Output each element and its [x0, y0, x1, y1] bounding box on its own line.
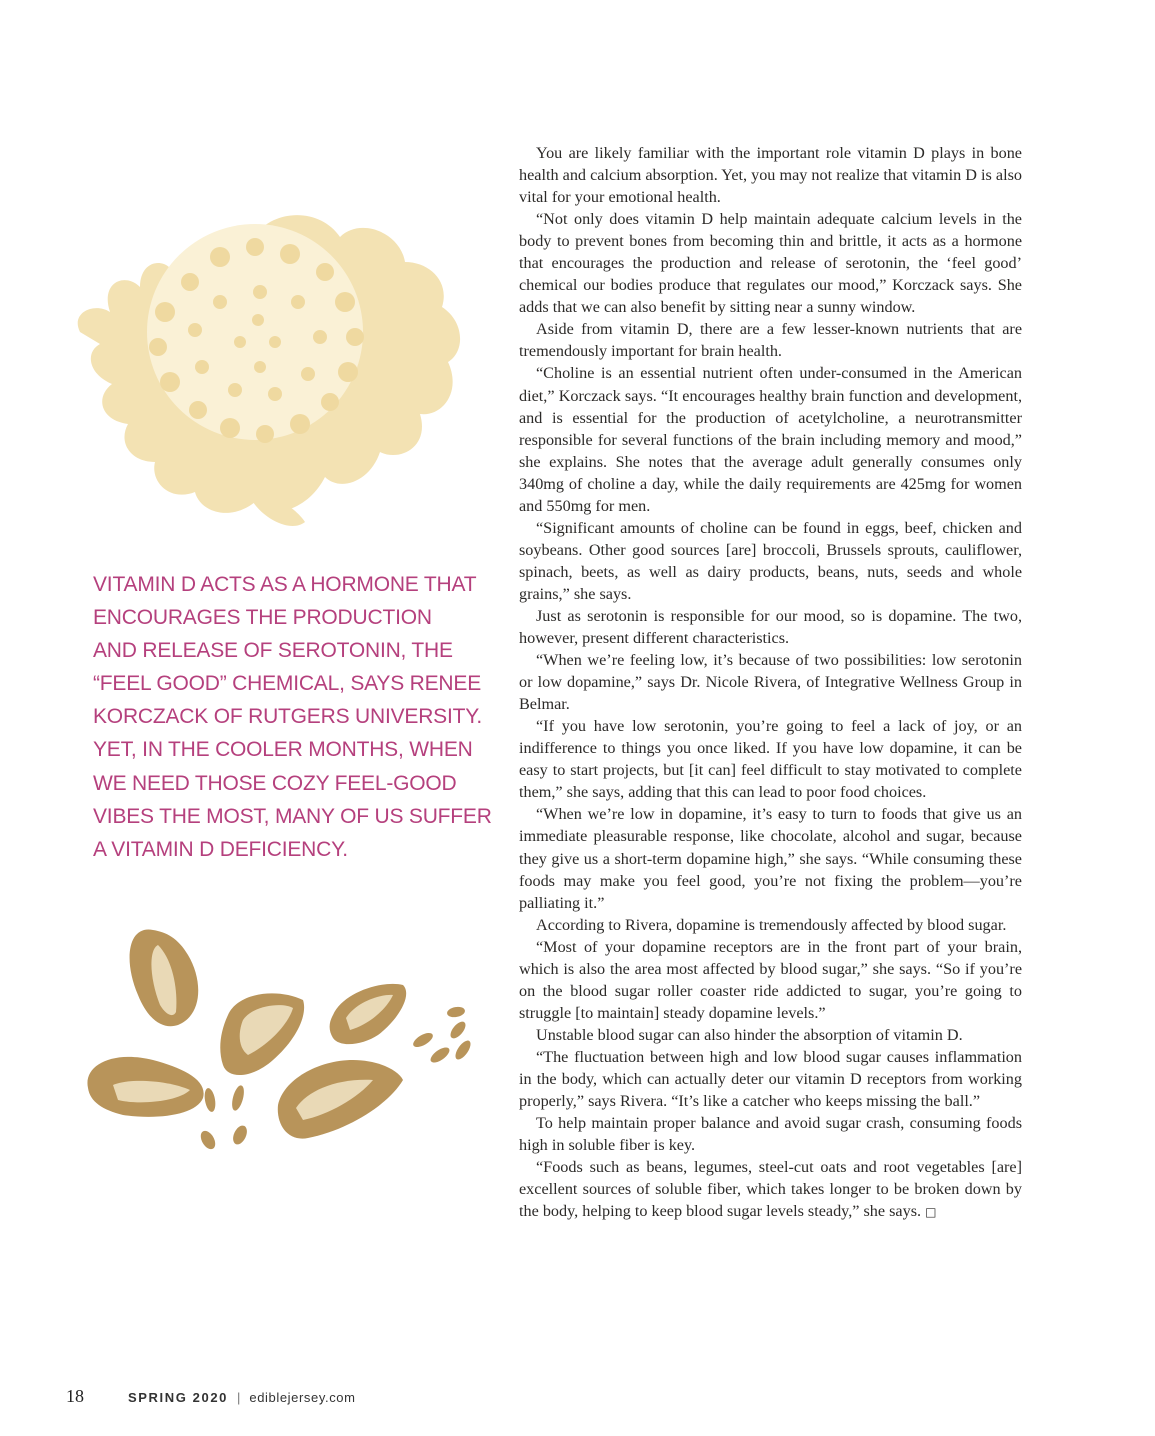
- pull-quote-line: ENCOURAGES THE PRODUCTION: [93, 606, 432, 630]
- article-paragraph: “Not only does vitamin D help maintain adequate calcium levels in the body to prevent bones from becoming thin and brittle, it acts as a hormone that encourages the production and release of serotonin, the ‘feel good’ chemical our bodies produce that regulates our mood,” Korczack says. She adds that we can also benefit by sitting near a sunny window.: [519, 210, 1022, 317]
- article-paragraph: “Significant amounts of choline can be found in eggs, beef, chicken and soybeans. Other good sources [are] broccoli, Brussels sprouts, cauliflower, spinach, beets, as well as dairy products, beans, nuts, seeds and whole grains,” she says.: [519, 518, 1022, 603]
- footer-separator: |: [236, 1390, 241, 1405]
- article-paragraph: Aside from vitamin D, there are a few lesser-known nutrients that are tremendously important for brain health.: [519, 320, 1022, 361]
- article-paragraph: You are likely familiar with the important role vitamin D plays in bone health and calcium absorption. Yet, you may not realize that vitamin D is also vital for your emotional health.: [519, 144, 1022, 207]
- article-paragraph: “Most of your dopamine receptors are in the front part of your brain, which is also the area most affected by blood sugar,” she says. “So if you’re on the blood sugar roller coaster ride addicted to sugar, you’re going to struggle [to maintain] steady dopamine levels.”: [519, 937, 1022, 1022]
- pull-quote-line: KORCZACK OF RUTGERS UNIVERSITY.: [93, 705, 482, 729]
- article-paragraph: Unstable blood sugar can also hinder the absorption of vitamin D.: [536, 1025, 963, 1044]
- issue-label: SPRING 2020: [128, 1390, 228, 1405]
- page-footer: [66, 1386, 356, 1407]
- article-paragraph: “When we’re feeling low, it’s because of two possibilities: low serotonin or low dopamine,” says Dr. Nicole Rivera, of Integrative Wellness Group in Belmar.: [519, 651, 1022, 714]
- article-paragraph: “The fluctuation between high and low blood sugar causes inflammation in the body, which can actually deter our vitamin D receptors from working properly,” says Rivera. “It’s like a catcher who keeps missing the ball.”: [519, 1047, 1022, 1111]
- pull-quote-line: A VITAMIN D DEFICIENCY.: [93, 837, 348, 861]
- pull-quote-line: WE NEED THOSE COZY FEEL-GOOD: [93, 771, 457, 795]
- article-paragraph: “If you have low serotonin, you’re going to feel a lack of joy, or an indifference to things you once liked. If you have low dopamine, it can be easy to start projects, but [it can] feel difficult to stay motivated to complete them,” she says, adding that this can lead to poor food choices.: [519, 717, 1022, 802]
- page-number: 18: [66, 1386, 84, 1406]
- website-link[interactable]: ediblejersey.com: [249, 1390, 356, 1405]
- article-body: [519, 142, 1022, 1223]
- pull-quote: [93, 568, 492, 866]
- pull-quote-line: VITAMIN D ACTS AS A HORMONE THAT: [93, 573, 477, 596]
- article-paragraph: According to Rivera, dopamine is tremendously affected by blood sugar.: [536, 915, 1007, 934]
- article-paragraph: Just as serotonin is responsible for our mood, so is dopamine. The two, however, present different characteristics.: [519, 606, 1022, 648]
- pull-quote-line: YET, IN THE COOLER MONTHS, WHEN: [93, 738, 473, 762]
- pull-quote-line: “FEEL GOOD” CHEMICAL, SAYS RENEE: [93, 672, 482, 696]
- pull-quote-line: VIBES THE MOST, MANY OF US SUFFER: [93, 804, 492, 828]
- article-final-paragraph: [519, 1156, 1022, 1223]
- article-paragraph: “When we’re low in dopamine, it’s easy to turn to foods that give us an immediate pleasurable response, like chocolate, alcohol and sugar, because they give us a short-term dopamine high,” she says. “While consuming these foods may make you feel good, you’re not fixing the problem—you’re palliating it.”: [519, 805, 1022, 912]
- final-paragraph-text: “Foods such as beans, legumes, steel-cut oats and root vegetables [are] excellent sources of soluble fiber, which takes longer to be broken down by the body, helping to keep blood sugar levels steady,” she says.: [519, 1158, 1022, 1221]
- end-mark-icon: □: [925, 1205, 937, 1220]
- pull-quote-line: AND RELEASE OF SEROTONIN, THE: [93, 639, 453, 663]
- seeds-illustration: [78, 920, 488, 1170]
- cauliflower-illustration: [70, 162, 470, 542]
- article-paragraph: To help maintain proper balance and avoid sugar crash, consuming foods high in soluble fiber is key.: [519, 1114, 1022, 1155]
- article-paragraph: “Choline is an essential nutrient often under-consumed in the American diet,” Korczack says. “It encourages healthy brain function and development, and is essential for the production of acetylcholine, a neurotransmitter responsible for several functions of the brain including memory and mood,” she explains. She notes that the average adult generally consumes only 340mg of choline a day, while the daily requirements are 425mg for women and 550mg for men.: [519, 364, 1022, 515]
